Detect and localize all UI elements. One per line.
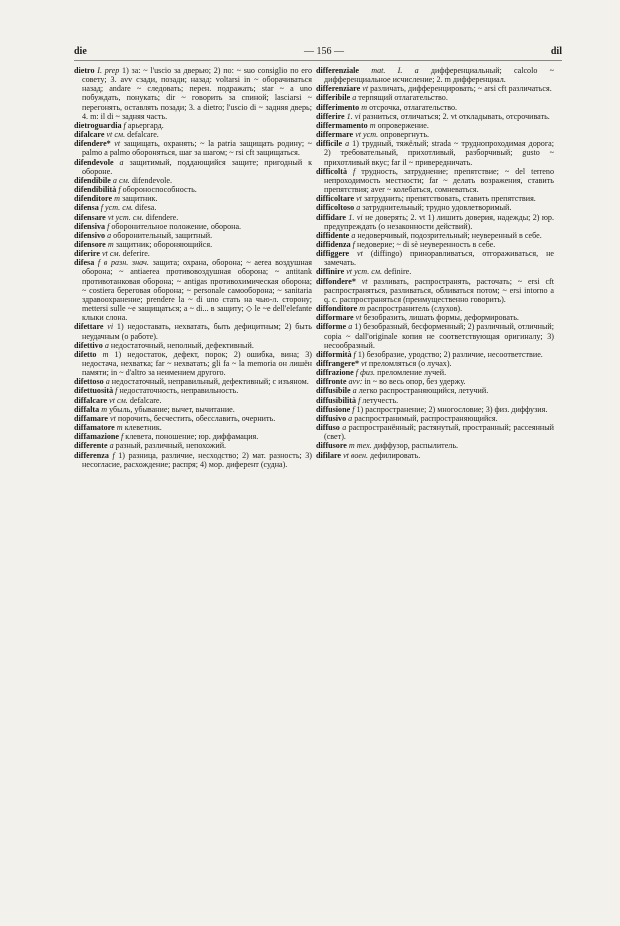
headword: difensare [74, 212, 106, 222]
headword: diffusibile [316, 386, 351, 396]
definition-text: difendevole. [131, 175, 173, 185]
grammar-label: f [107, 221, 110, 231]
dictionary-entry [316, 121, 554, 130]
definition-text: оборонительное положение, оборона. [111, 221, 242, 231]
grammar-label: a [348, 322, 353, 332]
grammar-label: f уст. см. [100, 203, 134, 213]
grammar-label: a [104, 340, 109, 350]
grammar-label: f [352, 404, 355, 414]
headword: difensa [74, 203, 99, 213]
grammar-label: vt воен. [343, 450, 369, 460]
headword: differibile [316, 93, 351, 103]
definition-text: (diffingo) приноравливаться, отгораживаться, не замечать. [324, 249, 554, 268]
grammar-label: mat. I. a [371, 66, 419, 75]
headword: difilare [316, 450, 342, 460]
dictionary-entry [74, 194, 312, 203]
definition-text: разниться, отличаться; 2. vt откладывать, отсрочивать. [362, 111, 550, 121]
headword: difalcare [74, 130, 105, 140]
headword: difettuosità [74, 386, 114, 396]
grammar-label: f [358, 395, 361, 405]
headword: differenziare [316, 84, 361, 94]
grammar-label: a [356, 203, 361, 213]
definition-text: in ~ во весь опор, без удержу. [364, 377, 466, 387]
grammar-label: a [352, 386, 357, 396]
headword: difettoso [74, 377, 104, 387]
definition-text: диффузор, распылитель. [373, 441, 459, 451]
grammar-label: f в разн. знач. [97, 258, 149, 268]
headword: dietro [74, 66, 95, 75]
definition-text: отсрочка, отлагательство. [369, 102, 458, 112]
grammar-label: f [353, 166, 356, 176]
dictionary-entry [316, 304, 554, 313]
grammar-label: vt [357, 249, 363, 259]
headword: diffusore [316, 441, 347, 451]
dictionary-entry [74, 451, 312, 469]
dictionary-entry [74, 185, 312, 194]
dictionary-entry [316, 267, 554, 276]
definition-text: недостаточный, неправильный, дефективный; с изъяном. [111, 377, 309, 387]
definition-text: опровержение. [377, 120, 429, 130]
definition-text: защита; охрана, оборона; ~ aerea воздушная оборона; ~ antiaerea противовоздушная оборона; ~ antitank противотанковая оборона; ~ antigas противохимическая оборона; ~ costiera береговая оборона; ~ personale самооборона; ~ sanitaria здравоохранение; prendere la ~ di uno стать на чью-л. сторону; mettersi sulle ~e защищаться; a ~ di... в защиту; ◇ le ~e dell'elefante клыки слона. [82, 258, 312, 323]
definition-text: 1) безобразный, бесформенный; 2) различный, отличный; copia ~ dall'originale копия не соответствующая оригиналу; 3) несообразный. [324, 322, 555, 350]
dictionary-entry [316, 84, 554, 93]
grammar-label: f физ. [355, 368, 376, 378]
dictionary-entry [316, 93, 554, 102]
definition-text: 1) безобразие, уродство; 2) различие, несоответствие. [357, 349, 543, 359]
grammar-label: 1. vi [346, 111, 361, 121]
definition-text: различать, дифференцировать; ~ arsi сft различаться. [370, 84, 552, 94]
headword: difformare [316, 313, 354, 323]
definition-text: недоверчивый, подозрительный; неуверенный в себе. [357, 230, 542, 240]
grammar-label: m [361, 102, 368, 112]
dictionary-entry [74, 405, 312, 414]
grammar-label: a [107, 230, 112, 240]
definition-text: опровергнуть. [380, 130, 430, 140]
dictionary-entry [316, 368, 554, 377]
definition-text: арьергард. [127, 120, 164, 130]
definition-text: не доверять; 2. vt 1) лишить доверия, надежды; 2) юр. предупреждать (о незаконности действий). [324, 212, 555, 231]
grammar-label: a [109, 441, 114, 451]
headword: diffuso [316, 423, 340, 433]
definition-text: недоверие; ~ di sè неуверенность в себе. [356, 239, 496, 249]
grammar-label: vt см. [109, 395, 128, 405]
grammar-label: m [114, 194, 120, 204]
page-header [74, 46, 562, 60]
dictionary-entry [74, 240, 312, 249]
headword: difficoltà [316, 166, 348, 176]
dictionary-entry [74, 396, 312, 405]
definition-text: разливать, распространять, расточать; ~ ersi сft распространяться, разливаться, обливаться потом; ~ ersi intorno a q. c. распространяться (преимущественно говорить). [324, 276, 554, 304]
dictionary-entry [316, 66, 554, 84]
dictionary-entry [74, 130, 312, 139]
grammar-label: vt [362, 84, 369, 94]
definition-text: 1) за: ~ l'uscio за дверью; 2) по: ~ suo consiglio по его совету; 3. avv сзади, позади; назад: voltarsi in ~ оборачиваться назад; andare ~ следовать; перен. подражать; star ~ a uno побуждать, понукать; dir ~ говорить за спиной; lasciarsi ~ перегонять, оставлять позади; 3. a dietro; l'uscio di ~ задняя дверь; 4. m: il di ~ задняя часть. [82, 66, 312, 121]
dictionary-entry [74, 432, 312, 441]
dictionary-entry [74, 341, 312, 350]
dictionary-entry [316, 139, 554, 166]
headword: differenza [74, 450, 109, 460]
dictionary-entry [316, 441, 554, 450]
dictionary-entry [74, 121, 312, 130]
headword: diffidare [316, 212, 346, 222]
definition-text: разный, различный, непохожий. [115, 441, 227, 451]
headword: diffamatore [74, 423, 115, 433]
definition-text: преломляться (о лучах). [368, 359, 452, 368]
definition-text: дифференциальный; calcolo ~ дифференциальное исчисление; 2. m дифференциал. [324, 66, 555, 85]
grammar-label: vt см. [106, 130, 126, 140]
headword: diffinire [316, 267, 345, 277]
dictionary-entry [74, 386, 312, 395]
headword: diffrazione [316, 368, 354, 378]
definition-text: deferire. [122, 249, 150, 259]
headword: dietroguardia [74, 120, 122, 130]
dictionary-entry [74, 322, 312, 340]
dictionary-entry [316, 359, 554, 368]
headword: difficile [316, 139, 343, 149]
dictionary-entry [316, 451, 554, 460]
dictionary-entry [316, 103, 554, 112]
grammar-label: vt [110, 413, 116, 423]
headword: difendevole [74, 157, 114, 167]
grammar-label: m [359, 304, 366, 314]
definition-text: затруднительный; трудно удовлетворимый. [362, 203, 512, 213]
headword: diffondere* [316, 276, 356, 286]
definition-text: клеветник. [124, 423, 162, 433]
dictionary-entry [74, 414, 312, 423]
definition-text: защитник; обороняющийся. [115, 239, 213, 249]
grammar-label: a см. [112, 175, 130, 185]
dictionary-entry [316, 386, 554, 395]
dictionary-entry [316, 194, 554, 203]
dictionary-entry [74, 258, 312, 322]
headword: difettare [74, 322, 104, 332]
grammar-label: vt [114, 139, 121, 149]
definition-text: 1) разница, различие, несходство; 2) мат. разность; 3) несогласие, расхождение; распря; 4) мор. диферент (судна). [82, 450, 313, 469]
dictionary-entry [74, 66, 312, 121]
headword: diferire [74, 249, 100, 259]
grammar-label: f [121, 432, 124, 442]
dictionary-entry [316, 322, 554, 349]
definition-text: недостаточность, неправильность. [119, 386, 239, 396]
grammar-label: vt [356, 194, 362, 204]
dictionary-entry [316, 405, 554, 414]
headword: difensivo [74, 230, 106, 240]
grammar-label: a [342, 423, 347, 433]
grammar-label: avv: [348, 377, 363, 387]
definition-text: оборонительный, защитный. [113, 230, 213, 240]
grammar-label: vt уст. см. [346, 267, 383, 277]
headword: diffidenza [316, 239, 351, 249]
definition-text: дефилировать. [370, 450, 421, 460]
headword: difendibile [74, 175, 111, 185]
headword: difendere* [74, 139, 111, 149]
headword: differente [74, 441, 108, 451]
grammar-label: f [123, 120, 126, 130]
grammar-label: a [352, 93, 357, 103]
definition-text: распространитель (слухов). [367, 304, 463, 314]
definition-text: difesa. [135, 203, 157, 213]
headword: difficoltoso [316, 203, 355, 213]
dictionary-entry [316, 277, 554, 304]
headword: diffrangere* [316, 359, 360, 368]
grammar-label: a [348, 413, 353, 423]
definition-text: 1) трудный, тяжёлый; strada ~ труднопроходимая дорога; 2) требовательный, прихотливый, разборчивый; gusto ~ прихотливый вкус; far il ~ привередничать. [324, 139, 554, 167]
definition-text: клевета, поношение; юр. диффамация. [125, 432, 259, 442]
grammar-label: vt уст. см. [107, 212, 144, 222]
headword: differire [316, 111, 345, 121]
headword: difetto [74, 349, 97, 359]
dictionary-entry [74, 158, 312, 176]
headword: diffamazione [74, 432, 119, 442]
definition-text: definire. [384, 267, 412, 277]
grammar-label: I. prep [97, 66, 120, 75]
grammar-label: a [119, 157, 124, 167]
headword: diffidente [316, 230, 350, 240]
grammar-label: vt см. [101, 249, 121, 259]
headword: diffalta [74, 404, 100, 414]
grammar-label: a [105, 377, 110, 387]
definition-text: 1) недостаток, дефект, порок; 2) ошибка, вина; 3) недостача, нехватка; far ~ нехватать; gli fa ~ la memoria он лишён памяти; in ~ d'altro за неимением другого. [82, 349, 312, 378]
grammar-label: m [101, 404, 108, 414]
dictionary-entry [74, 423, 312, 432]
definition-text: 1) недоставать, нехватать, быть дефицитным; 2) быть неудачным (о работе). [82, 322, 312, 341]
grammar-label: m [116, 423, 123, 433]
headword: diffronte [316, 377, 347, 387]
dictionary-entry [316, 203, 554, 212]
headword: difesa [74, 258, 95, 268]
left-column [74, 66, 312, 469]
definition-text: терпящий отлагательство. [358, 93, 448, 103]
definition-text: защитимый, поддающийся защите; пригодный к обороне. [82, 157, 312, 176]
dictionary-entry [316, 240, 554, 249]
grammar-label: m [369, 120, 376, 130]
headword: difenditore [74, 194, 113, 204]
headword: differenziale [316, 66, 360, 75]
header-rule [74, 60, 562, 61]
dictionary-entry [316, 377, 554, 386]
dictionary-entry [316, 350, 554, 359]
headword: difensore [74, 239, 106, 249]
dictionary-entry [74, 441, 312, 450]
dictionary-entry [316, 112, 554, 121]
grammar-label: f [352, 239, 355, 249]
dictionary-entry [316, 249, 554, 267]
dictionary-entry [74, 231, 312, 240]
dictionary-entry [74, 203, 312, 212]
definition-text: безобразить, лишать формы, деформировать. [363, 313, 519, 323]
headword: differimento [316, 102, 360, 112]
dictionary-entry [74, 222, 312, 231]
grammar-label: m тех. [348, 441, 372, 451]
grammar-label: vt [361, 359, 367, 368]
headword: differmamento [316, 120, 368, 130]
definition-text: трудность, затруднение; препятствие; ~ del terreno непроходимость местности; far ~ делать возражения, ставить препятствия; aver ~ колебаться, сомневаться. [324, 166, 554, 195]
definition-text: недостаточный, неполный, дефективный. [110, 340, 254, 350]
headword: diffusivo [316, 413, 347, 423]
headword: diffalcare [74, 395, 108, 405]
grammar-label: m [102, 349, 109, 359]
dictionary-entry [74, 213, 312, 222]
grammar-label: f [112, 450, 115, 460]
definition-text: преломление лучей. [377, 368, 447, 378]
definition-text: defalcare. [127, 130, 159, 140]
headword: difensiva [74, 221, 106, 231]
grammar-label: 1. vi [348, 212, 363, 222]
definition-text: летучесть. [362, 395, 399, 405]
definition-text: 1) распространение; 2) многословие; 3) физ. диффузия. [356, 404, 548, 414]
definition-text: легко распространяющийся, летучий. [358, 386, 489, 396]
grammar-label: a [345, 139, 350, 149]
dictionary-entry [74, 350, 312, 377]
grammar-label: f [115, 386, 118, 396]
headword: difficoltare [316, 194, 355, 204]
headword: diffonditore [316, 304, 358, 314]
definition-text: распространимый, распространяющийся. [354, 413, 498, 423]
definition-text: распространённый; растянутый, пространный; рассеянный (свет). [324, 423, 555, 442]
headword: difforme [316, 322, 347, 332]
grammar-label: m [107, 239, 114, 249]
definition-text: затруднить; препятствовать, ставить препятствия. [363, 194, 536, 204]
headword: difformità [316, 349, 352, 359]
dictionary-entry [316, 213, 554, 231]
headword: diffusibilità [316, 395, 357, 405]
headword: diffusione [316, 404, 351, 414]
dictionary-entry [316, 396, 554, 405]
page-number: — 156 — [304, 46, 344, 57]
definition-text: difendere. [145, 212, 179, 222]
dictionary-entry [316, 313, 554, 322]
definition-text: защитник. [122, 194, 158, 204]
definition-text: защищать, охранять; ~ la patria защищать родину; ~ palmo a palmo обороняться, шаг за шагом; ~ rsi сft защищаться. [82, 139, 313, 158]
dictionary-entry [74, 176, 312, 185]
dictionary-entry [74, 249, 312, 258]
dictionary-entry [74, 377, 312, 386]
dictionary-entry [316, 130, 554, 139]
headword: differmare [316, 130, 354, 140]
right-column [316, 66, 554, 460]
grammar-label: vt уст. [355, 130, 379, 140]
headword: diffamare [74, 413, 109, 423]
dictionary-entry [316, 167, 554, 194]
grammar-label: f [353, 349, 356, 359]
grammar-label: a [351, 230, 356, 240]
header-guide-word-right: dil [550, 46, 562, 57]
headword: difendibilità [74, 185, 117, 195]
headword: diffiggere [316, 249, 350, 259]
dictionary-entry [316, 423, 554, 441]
headword: difettivo [74, 340, 103, 350]
grammar-label: vi [107, 322, 114, 332]
grammar-label: vt [361, 276, 368, 286]
definition-text: убыль, убывание; вычет, вычитание. [109, 404, 235, 414]
grammar-label: vt [355, 313, 362, 323]
dictionary-entry [316, 414, 554, 423]
dictionary-entry [74, 139, 312, 157]
dictionary-entry [316, 231, 554, 240]
definition-text: defalcare. [129, 395, 162, 405]
definition-text: порочить, бесчестить, обесславить, очернить. [117, 413, 276, 423]
definition-text: обороноспособность. [122, 185, 197, 195]
grammar-label: f [118, 185, 121, 195]
header-guide-word-left: die [74, 46, 87, 57]
